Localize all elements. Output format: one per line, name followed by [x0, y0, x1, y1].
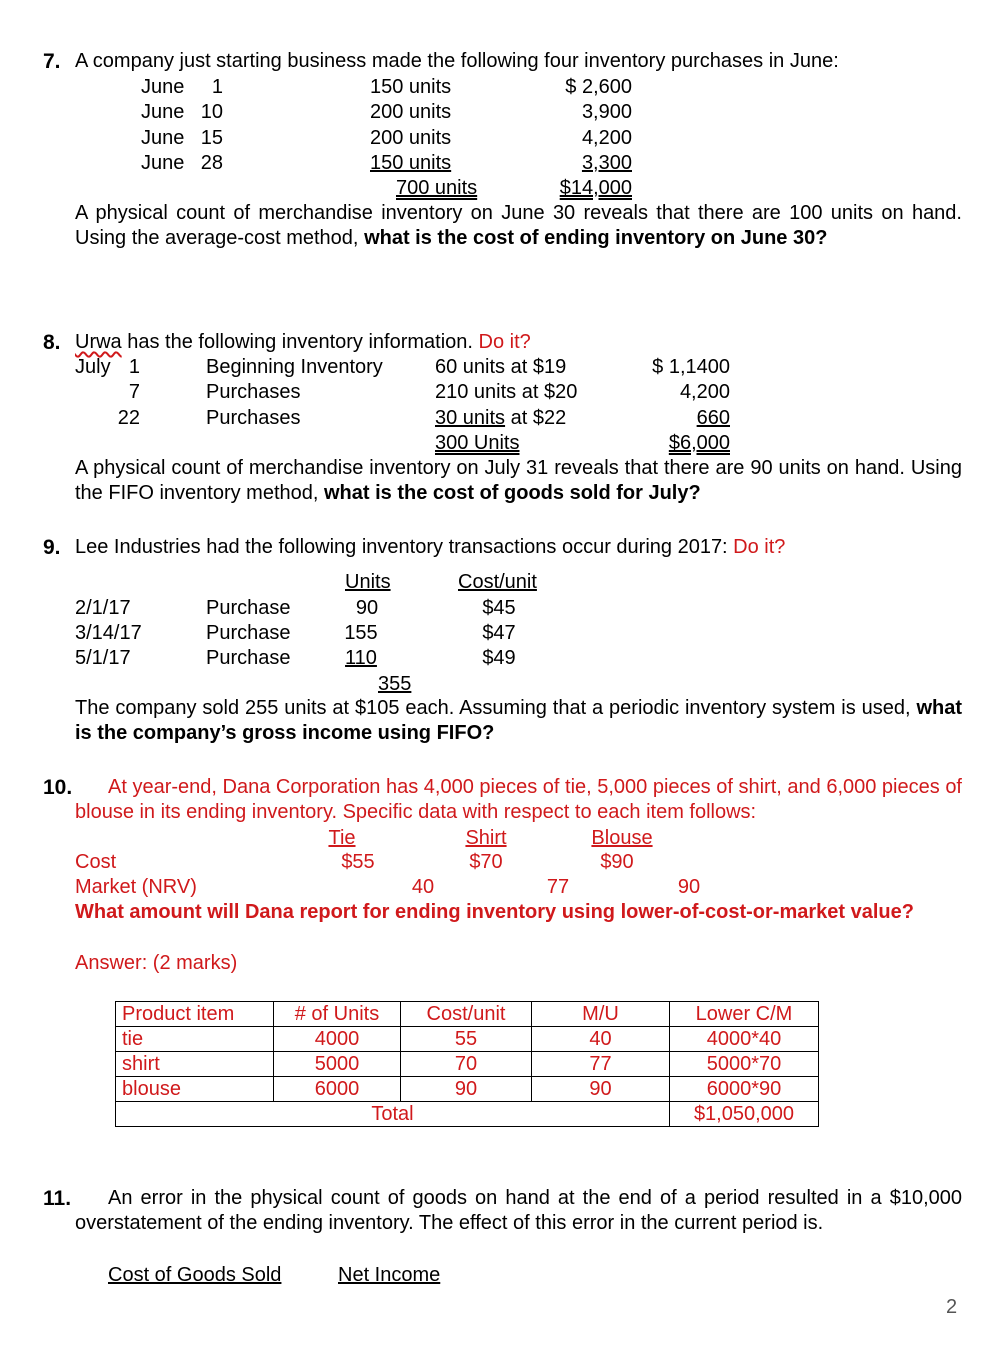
header-shirt: Shirt [465, 827, 507, 849]
question-body [75, 456, 962, 506]
units-rest: at $22 [505, 407, 567, 429]
table-cell: 70 [401, 1052, 532, 1077]
total-cost: $6,000 [668, 432, 730, 454]
question-intro: A company just starting business made the following four inventory purchases in June: [75, 50, 839, 72]
row-day: 22 [117, 407, 140, 429]
table-cell: 90 [532, 1077, 670, 1102]
row-day: 1 [128, 356, 140, 378]
table-header: # of Units [274, 1002, 401, 1027]
row-date: 5/1/17 [75, 647, 131, 669]
column-header-cost: Cost/unit [458, 571, 537, 593]
market-blouse: 90 [677, 876, 701, 898]
row-desc: Beginning Inventory [206, 356, 383, 378]
row-date: 3/14/17 [75, 622, 142, 644]
total-label: Total [116, 1102, 670, 1127]
instructor-note: Do it? [727, 536, 786, 558]
answer-column-net-income: Net Income [338, 1264, 441, 1286]
purchase-day: 15 [200, 127, 223, 149]
purchase-month: June [141, 152, 185, 174]
question-number: 8. [43, 331, 61, 354]
row-desc: Purchase [206, 647, 291, 669]
table-cell: 4000*40 [670, 1027, 819, 1052]
table-cell: 55 [401, 1027, 532, 1052]
question-text: what is the cost of goods sold for July? [324, 482, 701, 504]
table-header-row [116, 1002, 819, 1027]
market-shirt: 77 [546, 876, 570, 898]
table-header: Cost/unit [401, 1002, 532, 1027]
row-units: 155 [344, 622, 378, 644]
row-units: 210 units at $20 [435, 381, 578, 403]
question-text: what is the company’s gross income using FIFO? [75, 697, 962, 744]
table-cell: 5000*70 [670, 1052, 819, 1077]
table-cell: 90 [401, 1077, 532, 1102]
cost-shirt: $70 [469, 851, 503, 873]
row-units: 90 [355, 597, 379, 619]
row-desc: Purchases [206, 381, 301, 403]
purchase-cost: $ 2,600 [565, 76, 632, 98]
question-number: 11. [43, 1187, 72, 1210]
purchase-units: 200 units [370, 101, 452, 123]
table-row [116, 1052, 819, 1077]
question-intro: At year-end, Dana Corporation has 4,000 pieces of tie, 5,000 pieces of shirt, and 6,000 pieces of blouse in its ending inventory. Specific data with respect to each item follows: [75, 776, 962, 823]
row-day: 7 [128, 381, 140, 403]
table-row [116, 1077, 819, 1102]
market-tie: 40 [411, 876, 435, 898]
row-units: 110 [345, 647, 377, 669]
row-units: 60 units at $19 [435, 356, 567, 378]
total-units: 300 Units [435, 432, 520, 454]
table-cell: tie [116, 1027, 274, 1052]
body-text: A physical count of merchandise inventory on July 31 reveals that there are 90 units on hand. Using the FIFO inventory method, [75, 457, 962, 504]
row-cost: $47 [482, 622, 516, 644]
units-underlined: 30 units [435, 407, 506, 429]
instructor-note: Do it? [472, 331, 531, 353]
purchase-units: 200 units [370, 127, 452, 149]
purchase-units: 150 units [370, 152, 452, 174]
question-number: 9. [43, 536, 61, 559]
table-cell: 4000 [274, 1027, 401, 1052]
purchase-day: 28 [200, 152, 223, 174]
total-units: 355 [378, 673, 412, 695]
row-cost: 660 [696, 407, 730, 429]
purchase-cost: 4,200 [581, 127, 632, 149]
column-header-units: Units [345, 571, 391, 593]
question-intro [75, 330, 531, 355]
intro-text: has the following inventory information. [121, 331, 473, 353]
cost-label: Cost [75, 851, 117, 873]
table-row [116, 1027, 819, 1052]
question-body: An error in the physical count of goods on hand at the end of a period resulted in a $10,000 overstatement of the ending inventory. The effect of this error in the current period is. [75, 1187, 962, 1234]
header-blouse: Blouse [591, 827, 653, 849]
table-cell: shirt [116, 1052, 274, 1077]
table-cell: blouse [116, 1077, 274, 1102]
purchase-day: 10 [200, 101, 223, 123]
body-text: A physical count of merchandise inventory on June 30 reveals that there are 100 units on hand. Using the average-cost method, [75, 202, 962, 249]
question-body [75, 696, 962, 746]
question-body [75, 201, 962, 251]
row-desc: Purchases [206, 407, 301, 429]
total-cost: $14,000 [559, 177, 632, 199]
table-header: Product item [116, 1002, 274, 1027]
row-desc: Purchase [206, 597, 291, 619]
intro-text: Lee Industries had the following inventory transactions occur during 2017: [75, 536, 728, 558]
row-month: July [75, 356, 111, 378]
purchase-month: June [141, 101, 185, 123]
answer-label: Answer: (2 marks) [75, 952, 238, 974]
table-header: Lower C/M [670, 1002, 819, 1027]
lcm-answer-table [115, 1001, 819, 1127]
row-cost: $45 [482, 597, 516, 619]
table-cell: 5000 [274, 1052, 401, 1077]
header-tie: Tie [328, 827, 356, 849]
purchase-cost: 3,900 [581, 101, 632, 123]
market-label: Market (NRV) [75, 876, 197, 898]
row-cost: 4,200 [679, 381, 730, 403]
question-number: 7. [43, 50, 61, 73]
body-text: The company sold 255 units at $105 each. Assuming that a periodic inventory system is used, [75, 697, 911, 719]
answer-column-cogs: Cost of Goods Sold [108, 1264, 282, 1286]
purchase-units: 150 units [370, 76, 452, 98]
table-total-row [116, 1102, 819, 1127]
row-units [435, 406, 566, 431]
row-desc: Purchase [206, 622, 291, 644]
total-value: $1,050,000 [670, 1102, 819, 1127]
total-units: 700 units [396, 177, 478, 199]
purchase-month: June [141, 127, 185, 149]
table-cell: 40 [532, 1027, 670, 1052]
question-text: What amount will Dana report for ending inventory using lower-of-cost-or-market value? [75, 901, 914, 923]
row-date: 2/1/17 [75, 597, 131, 619]
company-name: Urwa [75, 331, 122, 353]
row-cost: $ 1,1400 [652, 356, 730, 378]
purchase-day: 1 [211, 76, 223, 98]
table-cell: 6000 [274, 1077, 401, 1102]
cost-blouse: $90 [600, 851, 634, 873]
question-text: what is the cost of ending inventory on June 30? [364, 227, 828, 249]
table-cell: 77 [532, 1052, 670, 1077]
question-intro [75, 535, 785, 560]
row-cost: $49 [482, 647, 516, 669]
table-header: M/U [532, 1002, 670, 1027]
page-number: 2 [946, 1296, 958, 1318]
cost-tie: $55 [341, 851, 375, 873]
question-number: 10. [43, 776, 73, 799]
purchase-cost: 3,300 [581, 152, 632, 174]
purchase-month: June [141, 76, 185, 98]
table-cell: 6000*90 [670, 1077, 819, 1102]
